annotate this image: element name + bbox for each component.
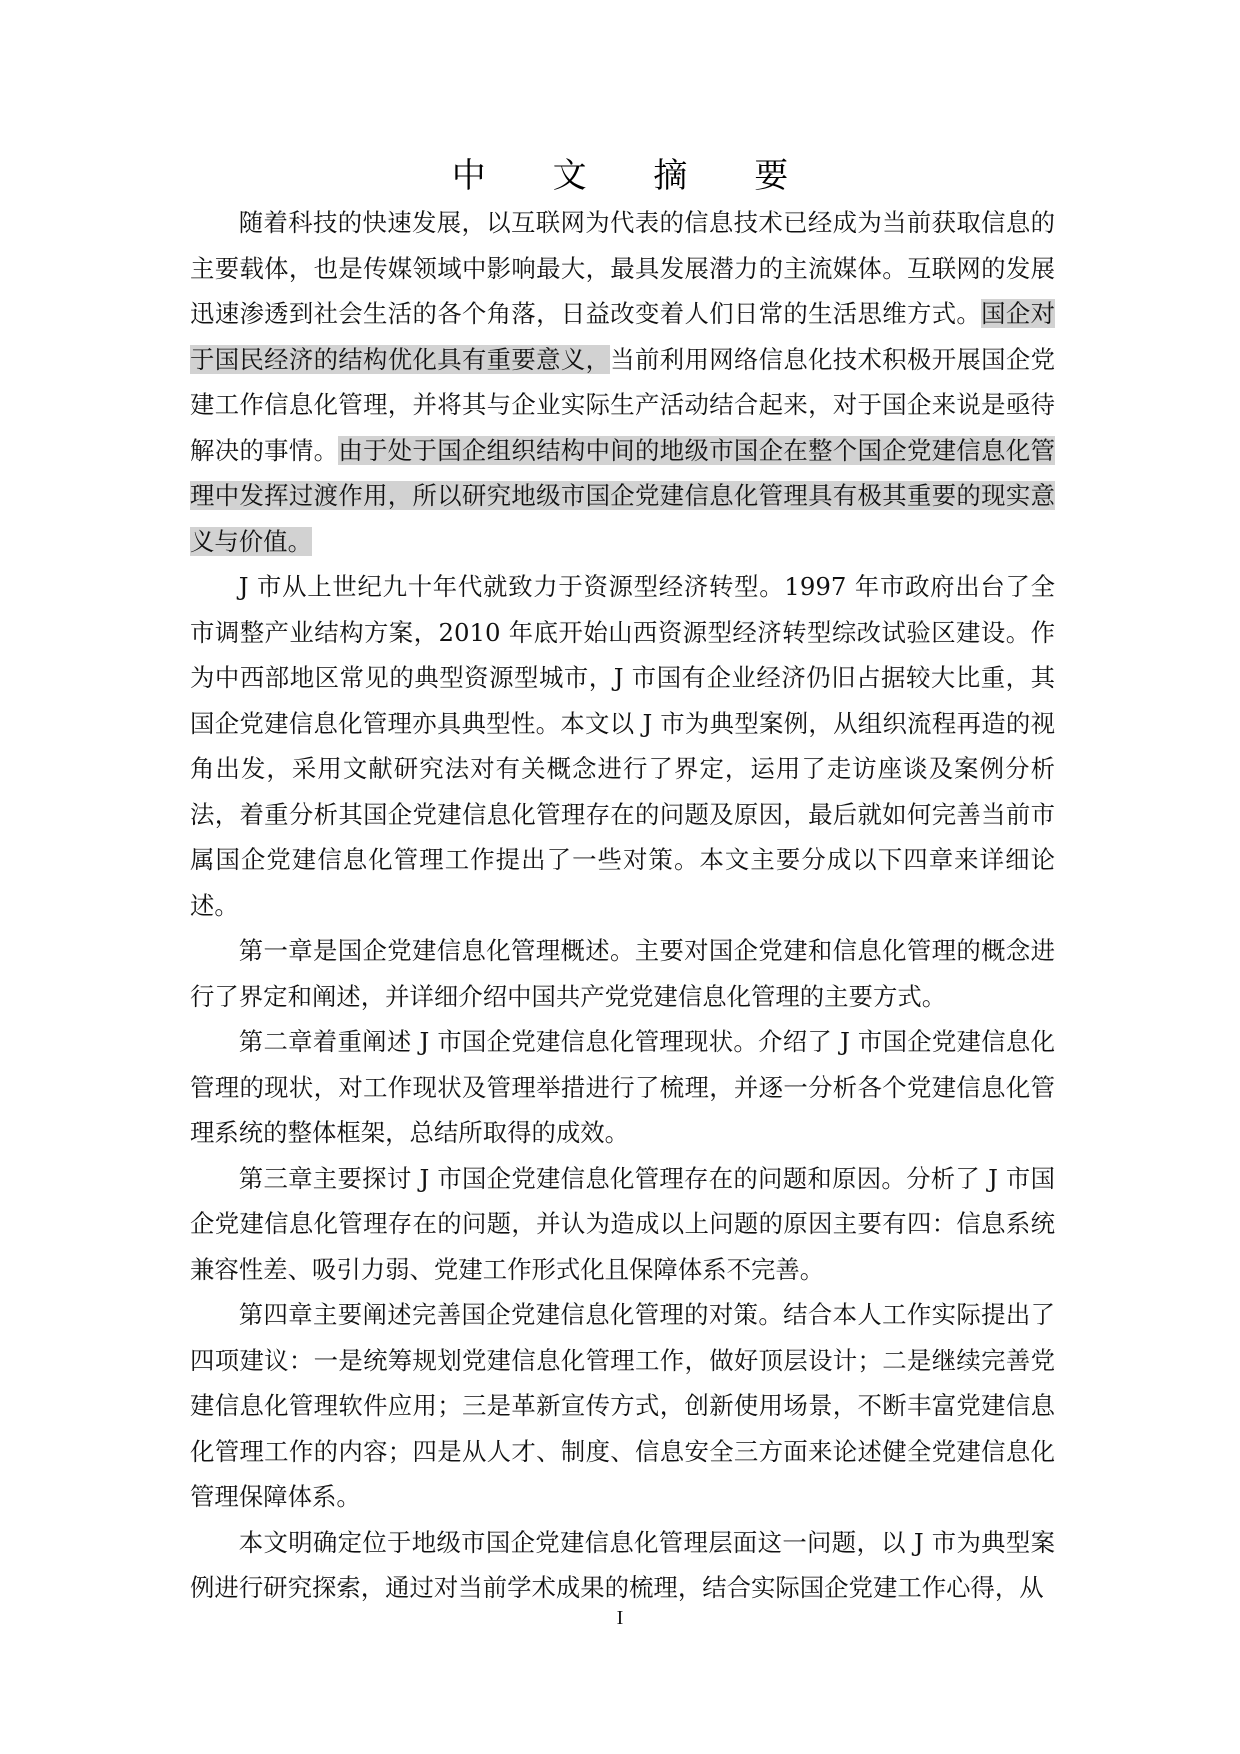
paragraph-6: [190, 1292, 1055, 1520]
text-segment: 第三章主要探讨 J 市国企党建信息化管理存在的问题和原因。分析了 J 市国企党建信息化管理存在的问题，并认为造成以上问题的原因主要有四：信息系统兼容性差、吸引力弱、党建工作形式化且保障体系不完善。: [190, 1163, 1055, 1284]
paragraph-3: [190, 928, 1055, 1019]
paragraph-2: [190, 564, 1055, 928]
text-segment: 第四章主要阐述完善国企党建信息化管理的对策。结合本人工作实际提出了四项建议：一是统筹规划党建信息化管理工作，做好顶层设计；二是继续完善党建信息化管理软件应用；三是革新宣传方式，创新使用场景，不断丰富党建信息化管理工作的内容；四是从人才、制度、信息安全三方面来论述健全党建信息化管理保障体系。: [190, 1300, 1055, 1511]
highlighted-text: 由于处于国企组织结构中间的地级市国企在整个国企党建信息化管理中发挥过渡作用，所以研究地级市国企党建信息化管理具有极其重要的现实意义与价值。: [190, 435, 1055, 556]
text-segment: 随着科技的快速发展，以互联网为代表的信息技术已经成为当前获取信息的主要载体，也是传媒领域中影响最大，最具发展潜力的主流媒体。互联网的发展迅速渗透到社会生活的各个角落，日益改变着人们日常的生活思维方式。: [190, 208, 1055, 328]
text-segment: 第二章着重阐述 J 市国企党建信息化管理现状。介绍了 J 市国企党建信息化管理的现状，对工作现状及管理举措进行了梳理，并逐一分析各个党建信息化管理系统的整体框架，总结所取得的成效。: [190, 1027, 1055, 1147]
paragraph-4: [190, 1019, 1055, 1156]
abstract-title: 中 文 摘 要: [451, 156, 817, 196]
paragraph-5: [190, 1156, 1055, 1293]
text-segment: 第一章是国企党建信息化管理概述。主要对国企党建和信息化管理的概念进行了界定和阐述，并详细介绍中国共产党党建信息化管理的主要方式。: [190, 936, 1055, 1011]
highlighted-text: 国企对于国民经济的结构优化具有重要意义，: [190, 299, 1055, 374]
page-number: I: [616, 1607, 624, 1629]
abstract-body: [190, 200, 1055, 1611]
paragraph-7: [190, 1520, 1055, 1611]
text-segment: J 市从上世纪九十年代就致力于资源型经济转型。1997 年市政府出台了全市调整产业结构方案，2010 年底开始山西资源型经济转型综改试验区建设。作为中西部地区常见的典型资源型城市，J 市国有企业经济仍旧占据较大比重，其国企党建信息化管理亦具典型性。本文以 J 市为典型案例，从组织流程再造的视角出发，采用文献研究法对有关概念进行了界定，运用了走访座谈及案例分析法，着重分析其国企党建信息化管理存在的问题及原因，最后就如何完善当前市属国企党建信息化管理工作提出了一些对策。本文主要分成以下四章来详细论述。: [190, 572, 1055, 920]
paragraph-1: [190, 200, 1055, 564]
text-segment: 当前利用网络信息化技术积极开展国企党建工作信息化管理，并将其与企业实际生产活动结合起来，对于国企来说是亟待解决的事情。: [190, 344, 1055, 465]
text-segment: 本文明确定位于地级市国企党建信息化管理层面这一问题，以 J 市为典型案例进行研究探索，通过对当前学术成果的梳理，结合实际国企党建工作心得，从: [190, 1527, 1055, 1602]
